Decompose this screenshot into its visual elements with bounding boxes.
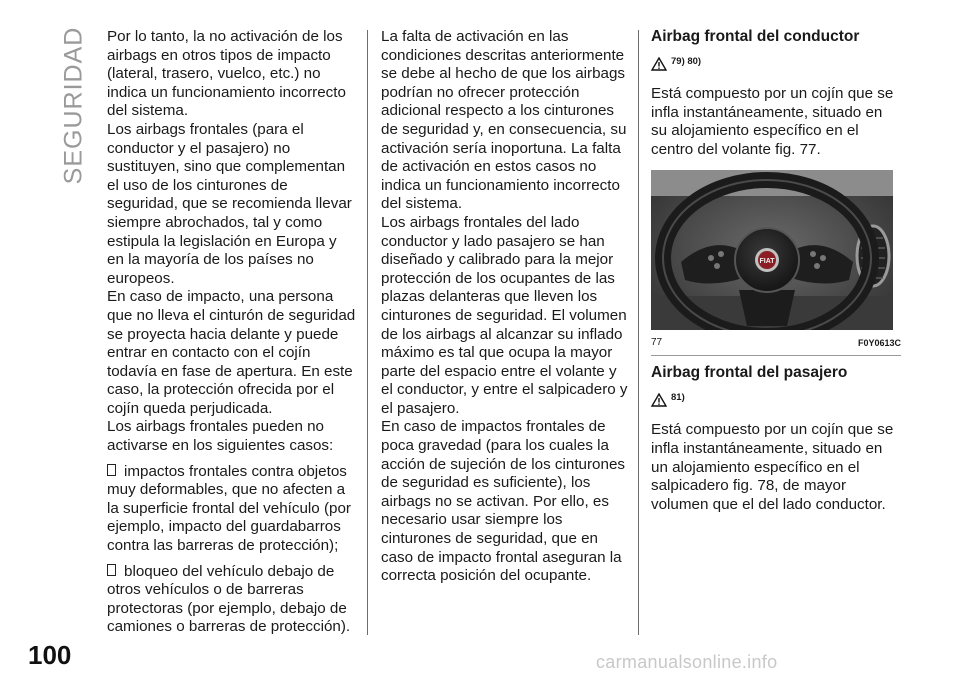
column-divider: [638, 30, 639, 635]
warning-reference: [651, 53, 901, 72]
paragraph: Está compuesto por un cojín que se infla instantáneamente, situado en un alojamiento específico en el salpicadero fig. 78, de mayor volumen que el del lado conductor.: [651, 421, 894, 513]
paragraph: Los airbags frontales del lado conductor y lado pasajero se han diseñado y calibrado para la mejor protección de los ocupantes de las plazas delanteras que lleven los cinturones de seguridad. El volumen de los airbags al alcanzar su inflado máximo es tal que ocupa la mayor parte del espacio entre el volante y el conductor, y entre el salpicadero y el pasajero.: [381, 213, 628, 417]
watermark: carmanualsonline.info: [596, 652, 778, 672]
text-column-1: [107, 28, 357, 637]
bullet-text: bloqueo del vehículo debajo de otros vehículos o de barreras protectoras (por ejemplo, debajo de camiones o barreras de protección).: [107, 562, 351, 636]
page-number: 100: [28, 640, 72, 670]
svg-text:FIAT: FIAT: [759, 257, 775, 265]
column-divider: [367, 30, 368, 635]
section-label-text: SEGURIDAD: [59, 26, 88, 184]
paragraph: La falta de activación en las condiciones descritas anteriormente se debe al hecho de que los airbags podrían no ofrecer protección adicional respecto a los cinturones de seguridad y, en consecuencia, su activación sería inoportuna. La falta de activación en estos casos no indica un funcionamiento incorrecto del sistema.: [381, 28, 627, 213]
steering-wheel-illustration: [651, 170, 893, 330]
section-label: [52, 26, 96, 184]
steering-wheel-photo: [651, 170, 893, 330]
paragraph: Por lo tanto, la no activación de los airbags en otros tipos de impacto (lateral, trasero, vuelco, etc.) no indica un funcionamiento incorrecto del sistema.: [107, 28, 346, 120]
bullet-item: [107, 561, 357, 637]
warning-triangle-icon: [651, 393, 667, 407]
warning-refs: 81): [671, 391, 685, 403]
section-heading: Airbag frontal del conductor: [651, 28, 860, 45]
bullet-item: [107, 461, 357, 556]
paragraph: Los airbags frontales pueden no activarse en los siguientes casos:: [107, 418, 334, 455]
figure-number: 77: [651, 336, 663, 348]
bullet-box-icon: [107, 564, 116, 576]
warning-reference: [651, 389, 901, 408]
paragraph: En caso de impacto, una persona que no lleva el cinturón de seguridad se proyecta hacia delante y puede entrar en contacto con el cojín todavía en fase de apertura. En este caso, la protección ofrecida por el cojín queda perjudicada.: [107, 288, 356, 417]
warning-triangle-icon: [651, 57, 667, 71]
paragraph: Está compuesto por un cojín que se infla instantáneamente, situado en su alojamiento específico en el centro del volante fig. 77.: [651, 85, 894, 158]
text-column-2: [381, 28, 631, 586]
text-column-3: [651, 28, 901, 514]
bullet-text: impactos frontales contra objetos muy deformables, que no afecten a la superficie frontal del vehículo (por ejemplo, impacto del guardabarros contra las barreras de protección);: [107, 462, 351, 555]
paragraph: Los airbags frontales (para el conductor y el pasajero) no sustituyen, sino que complementan el uso de los cinturones de seguridad, que se recomienda llevar siempre abrochados, tal y como estipula la legislación en Europa y en la mayoría de los países no europeos.: [107, 120, 352, 287]
figure-caption: [651, 334, 901, 357]
bullet-box-icon: [107, 464, 116, 476]
warning-refs: 79) 80): [671, 55, 702, 67]
paragraph: En caso de impactos frontales de poca gravedad (para los cuales la acción de sujeción de los cinturones de seguridad es suficiente), los airbags no se activan. Por ello, es necesario usar siempre los cinturones de seguridad, que en caso de impacto frontal aseguran la correcta posición del ocupante.: [381, 418, 625, 585]
section-heading: Airbag frontal del pasajero: [651, 364, 848, 382]
figure-code: F0Y0613C: [857, 337, 901, 348]
